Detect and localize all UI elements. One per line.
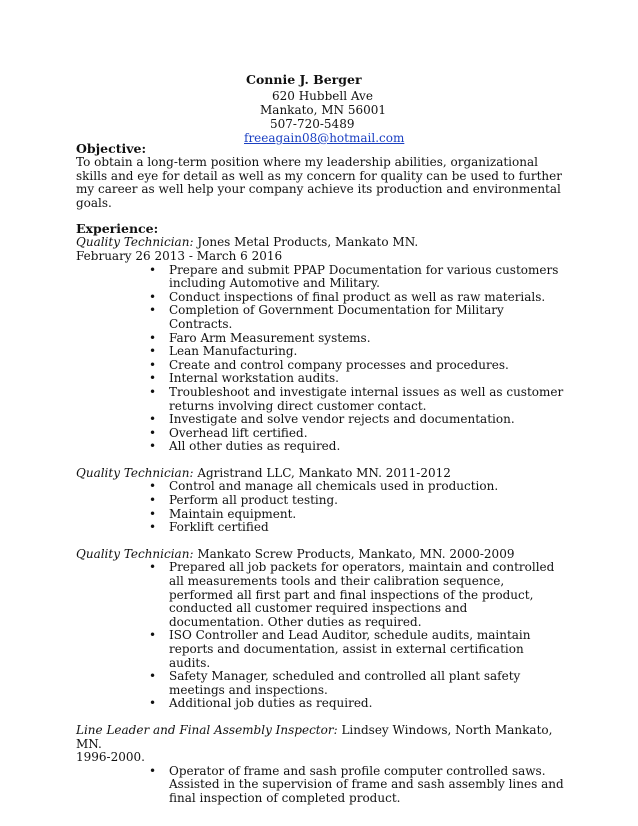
objective-text: To obtain a long-term position where my leadership abilities, organizational skills and eye for detail as well as my concern for quality can be used to further my career as well help your company achieve its production and environmental goals. (76, 155, 562, 210)
bullet-icon: • (149, 520, 157, 535)
job-role: Line Leader and Final Assembly Inspector: (76, 722, 338, 737)
duty-text: Investigate and solve vendor rejects and documentation. (169, 412, 515, 427)
duty-text: Additional job duties as required. (169, 696, 373, 711)
duty-item (149, 521, 566, 535)
duty-list (76, 264, 566, 454)
duty-item (149, 765, 566, 806)
job-heading (76, 724, 566, 751)
job-dates: February 26 2013 - March 6 2016 (76, 248, 283, 263)
bullet-icon: • (149, 763, 157, 778)
duty-text: Lean Manufacturing. (169, 344, 298, 359)
job-heading (76, 548, 566, 562)
duty-text: Create and control company processes and procedures. (169, 357, 509, 372)
duty-text: Prepare and submit PPAP Documentation for various customers including Automotive and Military. (169, 262, 559, 291)
bullet-icon: • (149, 371, 157, 386)
duty-text: Prepared all job packets for operators, maintain and controlled all measurements tools and their calibration sequence, performed all first part and final inspections of the product, conducted all customer required inspections and documentation. Other duties as required. (169, 560, 555, 629)
duty-text: Operator of frame and sash profile computer controlled saws. Assisted in the supervision of frame and sash assembly lines and final inspection of completed product. (169, 763, 564, 805)
bullet-icon: • (149, 628, 157, 643)
job-employer: Lindsey Windows, North Mankato, MN. (76, 722, 553, 751)
duty-text: Completion of Government Documentation for Military Contracts. (169, 303, 504, 331)
duty-text: ISO Controller and Lead Auditor, schedule audits, maintain reports and documentation, assist in external certification audits. (169, 628, 531, 670)
job-dates: 1996-2000. (76, 750, 145, 765)
duty-text: Safety Manager, scheduled and controlled all plant safety meetings and inspections. (169, 669, 521, 697)
bullet-icon: • (149, 303, 157, 318)
bullet-icon: • (149, 696, 157, 711)
applicant-name: Connie J. Berger (246, 72, 362, 87)
duty-item (149, 697, 566, 711)
bullet-icon: • (149, 669, 157, 684)
bullet-icon: • (149, 289, 157, 304)
job-role: Quality Technician: (76, 546, 194, 561)
bullet-icon: • (149, 560, 157, 575)
bullet-icon: • (149, 425, 157, 440)
objective-heading: Objective: (76, 141, 147, 156)
email-link[interactable]: freeagain08@hotmail.com (244, 131, 405, 145)
resume-body (76, 142, 566, 806)
job-heading (76, 467, 566, 481)
bullet-icon: • (149, 262, 157, 277)
duty-item (149, 427, 566, 441)
job-entry (76, 724, 566, 806)
duty-text: Control and manage all chemicals used in production. (169, 479, 499, 494)
job-heading (76, 236, 566, 250)
duty-text: Forklift certified (169, 520, 269, 535)
duty-item (149, 670, 566, 697)
duty-item (149, 304, 566, 331)
bullet-icon: • (149, 479, 157, 494)
duty-text: Faro Arm Measurement systems. (169, 330, 371, 345)
bullet-icon: • (149, 344, 157, 359)
duty-list (76, 561, 566, 711)
duty-item (149, 494, 566, 508)
job-role: Quality Technician: (76, 465, 194, 480)
duty-text: Internal workstation audits. (169, 371, 339, 386)
job-entry (76, 236, 566, 454)
duty-list (76, 765, 566, 806)
duty-item (149, 359, 566, 373)
experience-heading: Experience: (76, 221, 159, 237)
bullet-icon: • (149, 506, 157, 521)
duty-text: Conduct inspections of final product as well as raw materials. (169, 289, 546, 304)
duty-text: Perform all product testing. (169, 493, 338, 508)
job-role: Quality Technician: (76, 235, 194, 250)
job-employer: Agristrand LLC, Mankato MN. 2011-2012 (193, 465, 451, 480)
bullet-icon: • (149, 412, 157, 427)
phone-number: 507-720-5489 (270, 117, 355, 131)
bullet-icon: • (149, 330, 157, 345)
job-employer: Mankato Screw Products, Mankato, MN. 2000-2009 (193, 546, 515, 561)
bullet-icon: • (149, 384, 157, 399)
duty-item (149, 508, 566, 522)
address-line-2: Mankato, MN 56001 (260, 103, 387, 117)
duty-list (76, 480, 566, 534)
bullet-icon: • (149, 357, 157, 372)
duty-text: Overhead lift certified. (169, 425, 308, 440)
duty-text: All other duties as required. (169, 439, 341, 454)
duty-item (149, 386, 566, 413)
duty-item (149, 480, 566, 494)
bullet-icon: • (149, 439, 157, 454)
duty-item (149, 413, 566, 427)
duty-text: Maintain equipment. (169, 506, 297, 521)
duty-item (149, 264, 566, 291)
duty-item (149, 332, 566, 346)
job-employer: Jones Metal Products, Mankato MN. (193, 235, 419, 250)
address-line-1: 620 Hubbell Ave (272, 89, 373, 103)
job-entry (76, 548, 566, 711)
bullet-icon: • (149, 493, 157, 508)
duty-item (149, 291, 566, 305)
duty-item (149, 629, 566, 670)
duty-item (149, 561, 566, 629)
job-list (76, 236, 566, 805)
duty-item (149, 440, 566, 454)
job-entry (76, 467, 566, 535)
duty-text: Troubleshoot and investigate internal issues as well as customer returns involving direct customer contact. (169, 384, 564, 413)
duty-item (149, 345, 566, 359)
duty-item (149, 372, 566, 386)
